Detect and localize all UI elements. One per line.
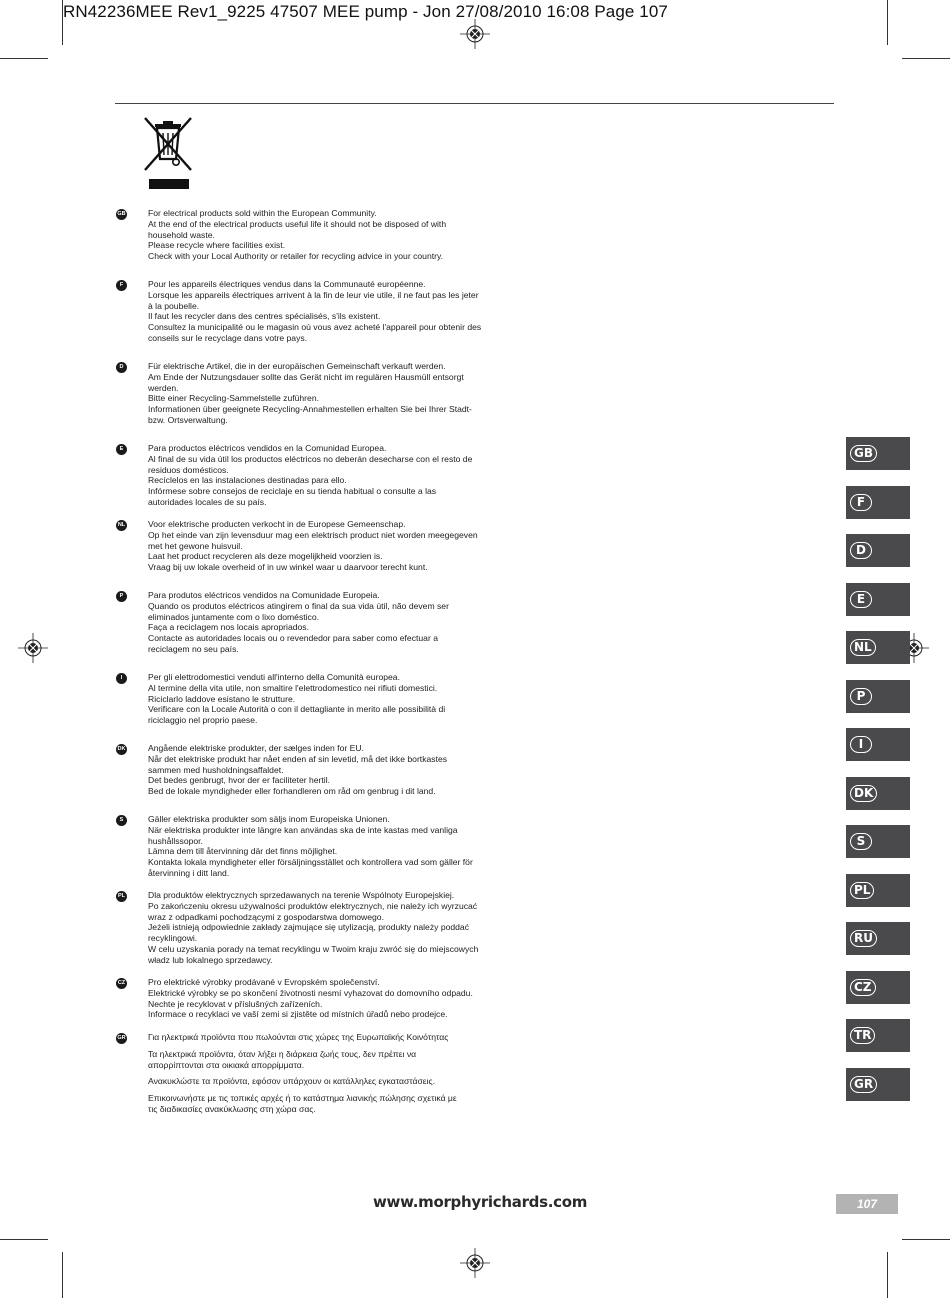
text-line: Recíclelos en las instalaciones destinadas para ello. [148, 475, 347, 486]
text-line: sammen med husholdningsaffaldet. [148, 764, 284, 775]
text-line: Riciclarlo laddove esistano le strutture. [148, 693, 296, 704]
language-tab-label: F [850, 494, 872, 511]
language-tab-e[interactable] [846, 583, 910, 616]
text-line: Informace o recyklaci ve vaší zemi si zjistěte od místních úřadů nebo prodejce. [148, 1009, 448, 1020]
weee-black-bar [149, 179, 189, 189]
text-line: eliminados juntamente com o lixo doméstico. [148, 611, 320, 622]
language-badge: S [116, 815, 127, 826]
language-tab-ru[interactable] [846, 922, 910, 955]
text-line: Vraag bij uw lokale overheid of in uw winkel waar u daarvoor terecht kunt. [148, 562, 428, 573]
text-line: Voor elektrische producten verkocht in de Europese Gemeenschap. [148, 519, 406, 529]
text-line: At the end of the electrical products useful life it should not be disposed of with [148, 218, 447, 229]
text-line: Bed de lokale myndigheder eller forhandleren om råd om genbrug i dit land. [148, 786, 436, 797]
language-tab-dk[interactable] [846, 777, 910, 810]
text-line: Please recycle where facilities exist. [148, 240, 286, 251]
language-tab-label: P [850, 688, 872, 705]
section-text [148, 977, 473, 1020]
text-line: władz lub lokalnego sprzedawcy. [148, 954, 273, 965]
crop-mark [887, 0, 888, 45]
text-line: Bitte einer Recycling-Sammelstelle zuführen. [148, 393, 319, 404]
section-text [148, 279, 482, 344]
text-line: W celu uzyskania porady na temat recyklingu w Twoim kraju zwróć się do miejscowych [148, 943, 479, 954]
text-line: Per gli elettrodomestici venduti all'interno della Comunità europea. [148, 672, 400, 682]
registration-mark-icon [460, 19, 490, 49]
section-text [148, 1032, 468, 1118]
language-tab-label: CZ [850, 979, 876, 996]
text-line: werden. [148, 382, 179, 393]
text-line: När elektriska produkter inte längre kan användas ska de inte kastas med vanliga [148, 824, 458, 835]
text-line: Når det elektriske produkt har nået enden af sin levetid, må det ikke bortkastes [148, 753, 448, 764]
text-line: Para produtos eléctricos vendidos na Comunidade Europeia. [148, 590, 380, 600]
text-line: Angående elektriske produkter, der sælges inden for EU. [148, 743, 364, 753]
text-line: Al final de su vida útil los productos eléctricos no deberán desecharse con el resto de [148, 453, 473, 464]
text-line: Lämna dem till återvinning där det finns möjlighet. [148, 846, 338, 857]
text-line: Nechte je recyklovat v příslušných zařízeních. [148, 998, 323, 1009]
language-badge: I [116, 673, 127, 684]
crop-mark [0, 1239, 48, 1240]
text-line: bzw. Ortsverwaltung. [148, 414, 228, 425]
website-url[interactable]: www.morphyrichards.com [373, 1193, 588, 1211]
text-line: riciclaggio nel proprio paese. [148, 715, 258, 726]
text-line: Jeżeli istnieją odpowiednie zakłady zajmujące się utylizacją, produkty należy poddać [148, 922, 470, 933]
text-line: Al termine della vita utile, non smaltire l'elettrodomestico nei rifiuti domestici. [148, 682, 438, 693]
language-tab-label: RU [850, 930, 877, 947]
crop-mark [62, 0, 63, 45]
language-badge: E [116, 444, 127, 455]
text-line: met het gewone huisvuil. [148, 540, 243, 551]
crop-mark [62, 1252, 63, 1298]
text-line: Dla produktów elektrycznych sprzedawanych na terenie Wspólnoty Europejskiej. [148, 890, 455, 900]
section-text [148, 208, 468, 262]
language-tab-nl[interactable] [846, 631, 910, 664]
text-line: Po zakończeniu okresu używalności produktów elektrycznych, nie należy ich wyrzucać [148, 900, 478, 911]
language-tab-label: NL [850, 639, 876, 656]
section-text [148, 743, 468, 797]
text-line: Kontakta lokala myndigheter eller försäljningsstället och kontrollera vad som gäller för [148, 857, 473, 868]
text-line: Il faut les recycler dans des centres spécialisés, s'ils existent. [148, 311, 381, 322]
text-line: Am Ende der Nutzungsdauer sollte das Gerät nicht im regulären Hausmüll entsorgt [148, 371, 464, 382]
text-line: à la poubelle. [148, 300, 200, 311]
text-line: wraz z odpadkami pochodzącymi z gospodarstwa domowego. [148, 911, 384, 922]
language-tab-f[interactable] [846, 486, 910, 519]
language-tab-label: DK [850, 785, 877, 802]
text-line: Pour les appareils électriques vendus dans la Communauté européenne. [148, 279, 426, 289]
language-tab-label: TR [850, 1027, 875, 1044]
text-line: conseils sur le recyclage dans votre pays. [148, 332, 308, 343]
language-tab-i[interactable] [846, 728, 910, 761]
language-badge: P [116, 591, 127, 602]
text-line: residuos domésticos. [148, 464, 229, 475]
language-badge: GR [116, 1033, 127, 1044]
text-line: τις διαδικασίες ανακύκλωσης στη χώρα σας. [148, 1103, 316, 1114]
crop-mark [0, 58, 48, 59]
section-text [148, 443, 473, 508]
text-line: Για ηλεκτρικά προϊόντα που πωλούνται στις χώρες της Ευρωπαϊκής Κοινότητας [148, 1032, 449, 1042]
text-line: reciclagem no seu país. [148, 643, 239, 654]
text-line: Lorsque les appareils électriques arrivent à la fin de leur vie utile, il ne faut pas les jeter [148, 289, 479, 300]
text-line: Für elektrische Artikel, die in der europäischen Gemeinschaft verkauft werden. [148, 361, 446, 371]
page-number: 107 [836, 1194, 898, 1214]
section-text [148, 361, 472, 426]
registration-mark-icon [460, 1248, 490, 1278]
text-line: Ανακυκλώστε τα προϊόντα, εφόσον υπάρχουν οι κατάλληλες εγκαταστάσεις. [148, 1076, 436, 1087]
crop-mark [887, 1252, 888, 1298]
section-text [148, 590, 468, 655]
language-tab-label: S [850, 833, 872, 850]
text-line: återvinning i ditt land. [148, 867, 230, 878]
language-tab-label: I [850, 736, 872, 753]
top-rule [115, 103, 834, 104]
text-line: Quando os produtos eléctricos atingirem o final da sua vida útil, não devem ser [148, 600, 449, 611]
language-tab-label: GR [850, 1076, 877, 1093]
text-line: Pro elektrické výrobky prodávané v Evropském společenství. [148, 977, 380, 987]
language-badge: PL [116, 891, 127, 902]
language-tab-cz[interactable] [846, 971, 910, 1004]
crop-mark [902, 1239, 950, 1240]
language-tab-label: D [850, 542, 872, 559]
crossed-out-wheelie-bin-icon [141, 115, 195, 173]
section-text [148, 890, 479, 966]
print-header: RN42236MEE Rev1_9225 47507 MEE pump - Jon 27/08/2010 16:08 Page 107 [63, 2, 668, 21]
language-badge: GB [116, 209, 127, 220]
language-tab-gb[interactable] [846, 437, 910, 470]
text-line: Informationen über geeignete Recycling-Annahmestellen erhalten Sie bei Ihrer Stadt- [148, 404, 472, 415]
text-line: Επικοινωνήστε με τις τοπικές αρχές ή το κατάστημα λιανικής πώλησης σχετικά με [148, 1093, 457, 1104]
text-line: recyklingowi. [148, 933, 198, 944]
language-badge: DK [116, 744, 127, 755]
text-line: Para productos eléctricos vendidos en la Comunidad Europea. [148, 443, 387, 453]
language-tab-s[interactable] [846, 825, 910, 858]
language-badge: D [116, 362, 127, 373]
text-line: απορρίπτονται στα οικιακά απορρίμματα. [148, 1059, 305, 1070]
section-text [148, 519, 478, 573]
text-line: Gäller elektriska produkter som säljs inom Europeiska Unionen. [148, 814, 390, 824]
language-tab-d[interactable] [846, 534, 910, 567]
section-text [148, 672, 468, 726]
text-line: hushållssopor. [148, 835, 203, 846]
language-tab-tr[interactable] [846, 1019, 910, 1052]
language-tab-label: PL [850, 882, 874, 899]
text-line: Det bedes genbrugt, hvor der er faciliteter hertil. [148, 775, 330, 786]
language-tab-gr[interactable] [846, 1068, 910, 1101]
registration-mark-icon [18, 633, 48, 663]
text-line: Op het einde van zijn levensduur mag een elektrisch product niet worden meegegeven [148, 529, 478, 540]
text-line: Τα ηλεκτρικά προϊόντα, όταν λήξει η διάρκεια ζωής τους, δεν πρέπει να [148, 1048, 417, 1059]
language-badge: NL [116, 520, 127, 531]
language-badge: CZ [116, 978, 127, 989]
text-line: autoridades locales de su país. [148, 496, 267, 507]
text-line: household waste. [148, 229, 215, 240]
language-tab-pl[interactable] [846, 874, 910, 907]
text-line: Infórmese sobre consejos de reciclaje en su tienda habitual o consulte a las [148, 486, 437, 497]
text-line: Check with your Local Authority or retailer for recycling advice in your country. [148, 251, 444, 262]
text-line: Laat het product recycleren als deze mogelijkheid voorzien is. [148, 551, 383, 562]
language-badge: F [116, 280, 127, 291]
text-line: Verificare con la Locale Autorità o con il dettagliante in merito alle possibilità di [148, 704, 446, 715]
language-tab-label: E [850, 591, 872, 608]
language-tab-label: GB [850, 445, 877, 462]
text-line: Elektrické výrobky se po skončení životnosti nesmí vyhazovat do domovního odpadu. [148, 987, 473, 998]
text-line: Contacte as autoridades locais ou o revendedor para saber como efectuar a [148, 633, 438, 644]
crop-mark [902, 58, 950, 59]
text-line: Faça a reciclagem nos locais apropriados. [148, 622, 309, 633]
text-line: For electrical products sold within the European Community. [148, 208, 377, 218]
language-tab-p[interactable] [846, 680, 910, 713]
section-text [148, 814, 473, 879]
text-line: Consultez la municipalité ou le magasin où vous avez acheté l'appareil pour obtenir des [148, 322, 482, 333]
